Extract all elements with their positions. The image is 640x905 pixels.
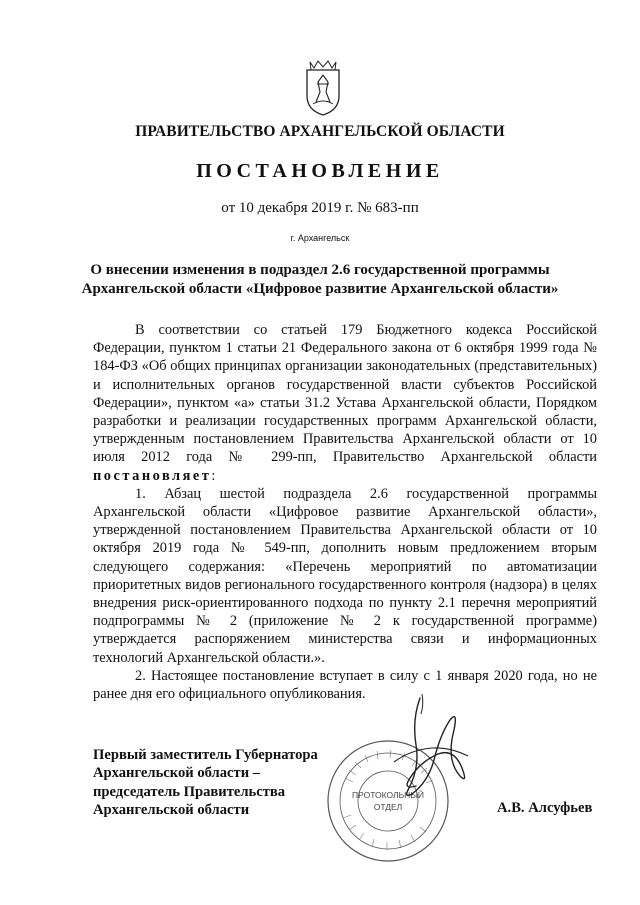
decree-colon: : — [211, 467, 216, 484]
document-date-number: от 10 декабря 2019 г. № 683-пп — [221, 200, 419, 216]
signer-position-line: Первый заместитель Губернатора — [93, 747, 318, 763]
stamp-text-line: ПРОТОКОЛЬНЫЙ — [352, 790, 424, 800]
intro-paragraph — [93, 321, 597, 485]
coat-of-arms-icon — [304, 58, 342, 116]
signer-position — [93, 746, 318, 820]
stamp-text-line: ОТДЕЛ — [373, 802, 403, 812]
government-name: ПРАВИТЕЛЬСТВО АРХАНГЕЛЬСКОЙ ОБЛАСТИ — [135, 123, 505, 140]
document-title-line: О внесении изменения в подраздел 2.6 государственной программы — [90, 262, 550, 278]
document-body — [93, 321, 597, 703]
intro-text: В соответствии со статьей 179 Бюджетного кодекса Российской Федерации, пунктом 1 статьи 21 Федерального закона от 6 октября 1999 года № 184-ФЗ «Об общих принципах организации законодательных (представительных) и исполнительных органов государственной власти субъектов Российской Федерации», пунктом «а» статьи 31.2 Устава Архангельской области, Порядком разработки и реализации государственных программ Архангельской области, утвержденным постановлением Правительства Архангельской области от 10 июля 2012 года № 299-пп, Правительство Архангельской области — [93, 322, 597, 466]
signer-position-line: председатель Правительства — [93, 783, 286, 800]
document-type: ПОСТАНОВЛЕНИЕ — [196, 160, 444, 182]
item-paragraph-1: 1. Абзац шестой подраздела 2.6 государственной программы Архангельской области «Цифровое развитие Архангельской области», утвержденной постановлением Правительства Архангельской области от 10 октября 2019 года № 549-пп, дополнить новым предложением вторым следующего содержания: «Перечень мероприятий по автоматизации приоритетных видов регионального государственного контроля (надзора) в целях внедрения риск-ориентированного подхода по пункту 2.1 перечня мероприятий подпрограммы № 2 (приложение № 2 к государственной программе) утверждается распоряжением министерства связи и информационных технологий Архангельской области.». — [93, 485, 597, 666]
document-title — [80, 261, 560, 299]
signer-name: А.В. Алсуфьев — [497, 800, 593, 816]
decree-word: постановляет — [93, 467, 212, 484]
handwritten-signature — [350, 690, 490, 810]
item-paragraph-2: 2. Настоящее постановление вступает в силу с 1 января 2020 года, но не ранее дня его официального опубликования. — [93, 667, 597, 703]
signer-position-line: Архангельской области – — [93, 765, 261, 782]
document-title-line: Архангельской области «Цифровое развитие Архангельской области» — [81, 281, 559, 297]
document-city: г. Архангельск — [290, 233, 350, 243]
signer-position-line: Архангельской области — [93, 802, 250, 819]
